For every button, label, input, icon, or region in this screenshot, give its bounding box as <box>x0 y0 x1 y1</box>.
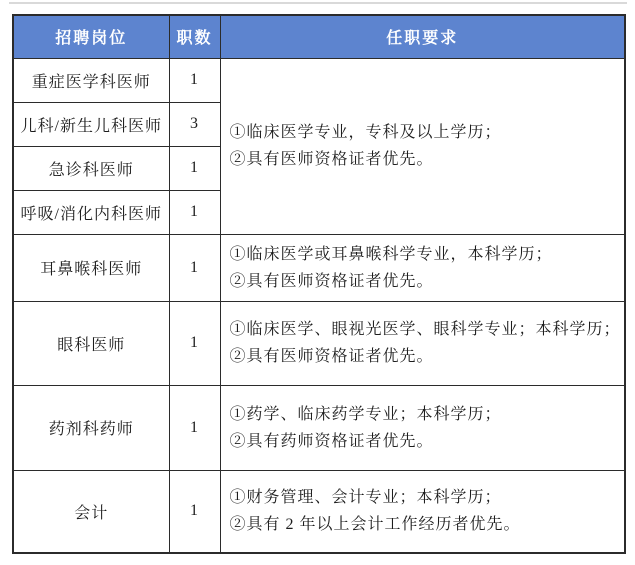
position-cell: 儿科/新生儿科医师 <box>13 102 169 146</box>
requirement-line: ①财务管理、会计专业；本科学历； <box>229 489 502 507</box>
position-cell: 急诊科医师 <box>13 146 169 190</box>
requirement-line: ②具有医师资格证者优先。 <box>229 151 434 168</box>
requirement-line: ①临床医学专业，专科及以上学历； <box>229 124 502 141</box>
requirements-cell <box>220 385 625 470</box>
requirement-line: ②具有药师资格证者优先。 <box>229 432 434 450</box>
position-cell: 会计 <box>13 470 169 553</box>
header-cell-requirements: 任职要求 <box>220 15 625 58</box>
count-cell: 3 <box>169 102 220 146</box>
recruitment-table <box>12 14 626 554</box>
requirements-cell <box>220 301 625 385</box>
count-cell: 1 <box>169 58 220 102</box>
count-cell: 1 <box>169 190 220 234</box>
table-row <box>13 385 625 470</box>
requirement-line: ①药学、临床药学专业；本科学历； <box>229 405 502 423</box>
count-cell: 1 <box>169 470 220 553</box>
table-row <box>13 234 625 301</box>
requirements-cell <box>220 234 625 301</box>
count-cell: 1 <box>169 301 220 385</box>
position-cell: 呼吸/消化内科医师 <box>13 190 169 234</box>
position-cell: 重症医学科医师 <box>13 58 169 102</box>
count-cell: 1 <box>169 385 220 470</box>
table-row <box>13 301 625 385</box>
header-cell-count: 职数 <box>169 15 220 58</box>
requirement-line: ②具有 2 年以上会计工作经历者优先。 <box>229 516 521 534</box>
top-divider-line <box>9 2 627 4</box>
count-cell: 1 <box>169 146 220 190</box>
requirements-cell <box>220 58 625 234</box>
count-cell: 1 <box>169 234 220 301</box>
table-row <box>13 58 625 102</box>
requirements-cell <box>220 470 625 553</box>
position-cell: 药剂科药师 <box>13 385 169 470</box>
table-row <box>13 470 625 553</box>
table-header-row <box>13 15 625 58</box>
requirement-line: ①临床医学、眼视光医学、眼科学专业；本科学历； <box>229 321 621 338</box>
position-cell: 眼科医师 <box>13 301 169 385</box>
requirement-line: ①临床医学或耳鼻喉科学专业，本科学历； <box>229 245 553 263</box>
position-cell: 耳鼻喉科医师 <box>13 234 169 301</box>
header-cell-position: 招聘岗位 <box>13 15 169 58</box>
requirement-line: ②具有医师资格证者优先。 <box>229 272 434 290</box>
requirement-line: ②具有医师资格证者优先。 <box>229 348 434 365</box>
